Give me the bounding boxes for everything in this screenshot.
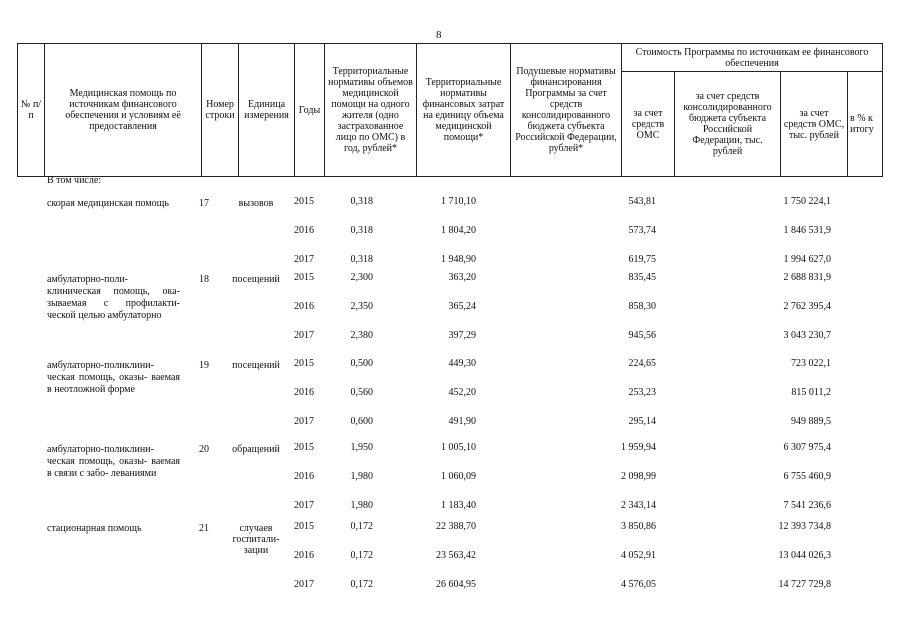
header-years: Годы	[295, 44, 325, 177]
table-row	[0, 196, 905, 212]
volume-norm-cell: 0,318	[350, 225, 373, 236]
table-row	[0, 358, 905, 374]
subheading: В том числе:	[47, 175, 102, 186]
volume-norm-cell: 0,172	[350, 521, 373, 532]
volume-norm-cell: 1,980	[350, 471, 373, 482]
cost-norm-cell: 397,29	[448, 330, 476, 341]
header-oms-thousand: за счет средств ОМС, тыс. рублей	[781, 72, 848, 177]
oms-total-cell: 6 307 975,4	[783, 442, 831, 453]
cost-norm-cell: 1 710,10	[441, 196, 476, 207]
line-number: 20	[199, 444, 209, 455]
year-cell: 2017	[294, 254, 314, 265]
oms-cell: 835,45	[628, 272, 656, 283]
oms-cell: 858,30	[628, 301, 656, 312]
volume-norm-cell: 0,172	[350, 550, 373, 561]
table-row	[0, 225, 905, 241]
cost-norm-cell: 1 060,09	[441, 471, 476, 482]
header-care-type: Медицинская помощь по источникам финансового обеспечения и условиям её предоставления	[45, 44, 202, 177]
header-line-number: Номер строки	[202, 44, 239, 177]
table-header	[17, 43, 883, 177]
care-type-name: амбулаторно-поликлини- ческая помощь, оказы- ваемая в связи с забо- леваниями	[47, 444, 180, 479]
line-number: 18	[199, 274, 209, 285]
cost-norm-cell: 26 604,95	[436, 579, 476, 590]
oms-total-cell: 2 688 831,9	[783, 272, 831, 283]
oms-cell: 4 052,91	[621, 550, 656, 561]
year-cell: 2016	[294, 471, 314, 482]
table-row	[0, 330, 905, 346]
oms-cell: 2 343,14	[621, 500, 656, 511]
unit-label: вызовов	[238, 198, 274, 209]
table-row	[0, 579, 905, 595]
volume-norm-cell: 0,172	[350, 579, 373, 590]
header-num: № п/п	[18, 44, 45, 177]
cost-norm-cell: 452,20	[448, 387, 476, 398]
cost-norm-cell: 1 005,10	[441, 442, 476, 453]
oms-total-cell: 3 043 230,7	[783, 330, 831, 341]
care-type-name: амбулаторно-поли- клиническая помощь, ока- зываемая с профилакти- ческой целью амбулаторно	[47, 274, 180, 321]
page-number: 8	[436, 29, 442, 41]
table-row	[0, 254, 905, 270]
volume-norm-cell: 0,318	[350, 196, 373, 207]
oms-total-cell: 14 727 729,8	[778, 579, 831, 590]
oms-cell: 945,56	[628, 330, 656, 341]
table-row	[0, 550, 905, 566]
oms-total-cell: 815 011,2	[791, 387, 831, 398]
header-cost-norms: Территориальные нормативы финансовых затрат на единицу объема медицинской помощи*	[417, 44, 511, 177]
cost-norm-cell: 491,90	[448, 416, 476, 427]
volume-norm-cell: 2,350	[350, 301, 373, 312]
header-percent-total: в % к итогу	[848, 72, 883, 177]
table-row	[0, 471, 905, 487]
cost-norm-cell: 1 948,90	[441, 254, 476, 265]
header-volume-norms: Территориальные нормативы объемов медицинской помощи на одного жителя (одно застрахованное лицо по ОМС) в год, рублей*	[325, 44, 417, 177]
header-oms-funds: за счет средств ОМС	[622, 72, 675, 177]
year-cell: 2015	[294, 521, 314, 532]
year-cell: 2016	[294, 225, 314, 236]
oms-total-cell: 1 994 627,0	[783, 254, 831, 265]
oms-total-cell: 2 762 395,4	[783, 301, 831, 312]
oms-cell: 619,75	[628, 254, 656, 265]
care-type-name: скорая медицинская помощь	[47, 198, 169, 209]
oms-cell: 2 098,99	[621, 471, 656, 482]
cost-norm-cell: 23 563,42	[436, 550, 476, 561]
oms-cell: 1 959,94	[621, 442, 656, 453]
oms-total-cell: 1 750 224,1	[783, 196, 831, 207]
oms-cell: 253,23	[628, 387, 656, 398]
oms-total-cell: 7 541 236,6	[783, 500, 831, 511]
year-cell: 2017	[294, 330, 314, 341]
volume-norm-cell: 2,300	[350, 272, 373, 283]
cost-norm-cell: 363,20	[448, 272, 476, 283]
oms-total-cell: 13 044 026,3	[778, 550, 831, 561]
year-cell: 2015	[294, 442, 314, 453]
table-row	[0, 416, 905, 432]
year-cell: 2017	[294, 500, 314, 511]
oms-cell: 543,81	[628, 196, 656, 207]
table-row	[0, 301, 905, 317]
oms-total-cell: 6 755 460,9	[783, 471, 831, 482]
unit-label: обращений	[232, 444, 280, 455]
table-row	[0, 500, 905, 516]
table-row	[0, 521, 905, 537]
year-cell: 2016	[294, 387, 314, 398]
cost-norm-cell: 1 804,20	[441, 225, 476, 236]
oms-total-cell: 1 846 531,9	[783, 225, 831, 236]
volume-norm-cell: 1,950	[350, 442, 373, 453]
volume-norm-cell: 1,980	[350, 500, 373, 511]
year-cell: 2015	[294, 358, 314, 369]
cost-norm-cell: 22 388,70	[436, 521, 476, 532]
volume-norm-cell: 0,500	[350, 358, 373, 369]
volume-norm-cell: 0,560	[350, 387, 373, 398]
header-per-capita: Подушевые нормативы финансирования Программы за счет средств консолидированного бюджета субъекта Российской Федерации, рублей*	[511, 44, 622, 177]
unit-label: посещений	[232, 360, 280, 371]
table-row	[0, 442, 905, 458]
year-cell: 2017	[294, 579, 314, 590]
year-cell: 2017	[294, 416, 314, 427]
oms-total-cell: 949 889,5	[791, 416, 831, 427]
care-type-name: стационарная помощь	[47, 523, 142, 534]
table-row	[0, 272, 905, 288]
cost-norm-cell: 449,30	[448, 358, 476, 369]
cost-norm-cell: 1 183,40	[441, 500, 476, 511]
oms-cell: 3 850,86	[621, 521, 656, 532]
year-cell: 2016	[294, 550, 314, 561]
volume-norm-cell: 0,318	[350, 254, 373, 265]
header-budget-funds: за счет средств консолидированного бюджета субъекта Российской Федерации, тыс. рублей	[675, 72, 781, 177]
line-number: 21	[199, 523, 209, 534]
line-number: 19	[199, 360, 209, 371]
care-type-name: амбулаторно-поликлини- ческая помощь, оказы- ваемая в неотложной форме	[47, 360, 180, 395]
oms-total-cell: 723 022,1	[791, 358, 831, 369]
header-unit: Единица измерения	[239, 44, 295, 177]
oms-cell: 4 576,05	[621, 579, 656, 590]
year-cell: 2015	[294, 196, 314, 207]
cost-norm-cell: 365,24	[448, 301, 476, 312]
volume-norm-cell: 2,380	[350, 330, 373, 341]
oms-cell: 573,74	[628, 225, 656, 236]
oms-cell: 295,14	[628, 416, 656, 427]
unit-label: случаев госпитали- зации	[232, 523, 280, 556]
unit-label: посещений	[232, 274, 280, 285]
volume-norm-cell: 0,600	[350, 416, 373, 427]
table-row	[0, 387, 905, 403]
line-number: 17	[199, 198, 209, 209]
year-cell: 2015	[294, 272, 314, 283]
year-cell: 2016	[294, 301, 314, 312]
oms-cell: 224,65	[628, 358, 656, 369]
oms-total-cell: 12 393 734,8	[778, 521, 831, 532]
header-cost-group: Стоимость Программы по источникам ее финансового обеспечения	[622, 44, 883, 72]
